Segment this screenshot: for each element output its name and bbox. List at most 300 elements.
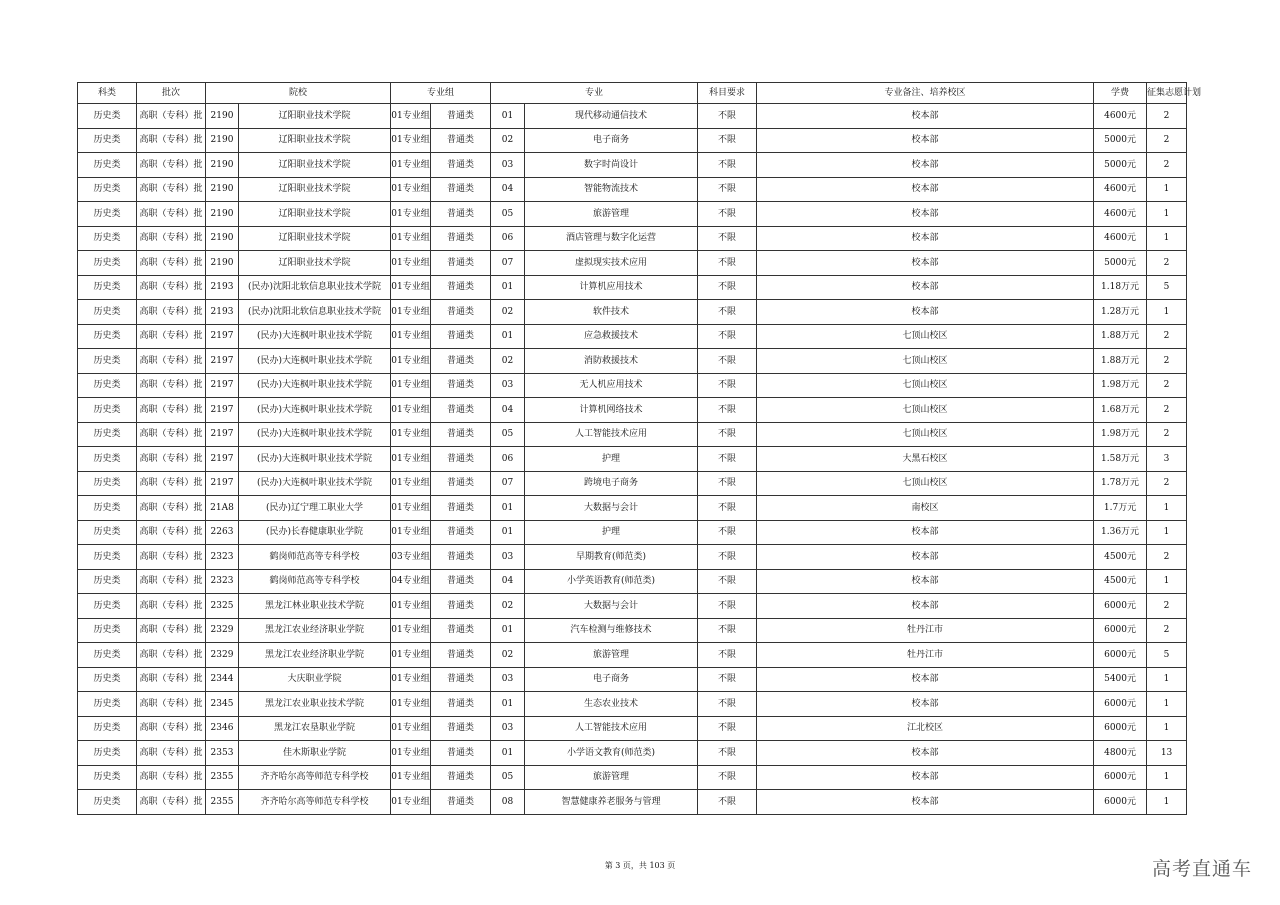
cell-category: 历史类 [78,226,137,251]
table-row [78,741,1187,766]
table-row [78,643,1187,668]
cell-school-name: 黑龙江农业经济职业学院 [239,643,391,668]
cell-remarks: 江北校区 [757,716,1094,741]
cell-school-code: 2190 [206,153,239,178]
cell-category: 历史类 [78,594,137,619]
cell-remarks: 七顶山校区 [757,324,1094,349]
cell-category: 历史类 [78,790,137,815]
cell-group-type: 普通类 [431,202,491,227]
cell-category: 历史类 [78,447,137,472]
cell-major-code: 01 [491,324,525,349]
cell-remarks: 七顶山校区 [757,471,1094,496]
cell-category: 历史类 [78,520,137,545]
table-row [78,153,1187,178]
cell-major-code: 05 [491,422,525,447]
cell-school-name: 佳木斯职业学院 [239,741,391,766]
cell-tuition: 4600元 [1094,177,1147,202]
cell-school-code: 2325 [206,594,239,619]
cell-group-code: 01专业组 [391,618,431,643]
cell-school-code: 2197 [206,422,239,447]
cell-group-code: 01专业组 [391,594,431,619]
table-row [78,667,1187,692]
cell-major-code: 01 [491,741,525,766]
page-footer: 第 3 页，共 103 页 [604,861,676,870]
cell-subject-req: 不限 [698,716,757,741]
table-row [78,496,1187,521]
cell-group-type: 普通类 [431,716,491,741]
cell-tuition: 5000元 [1094,153,1147,178]
cell-school-code: 2344 [206,667,239,692]
cell-subject-req: 不限 [698,667,757,692]
cell-group-code: 01专业组 [391,471,431,496]
cell-plan: 2 [1147,349,1187,374]
cell-plan: 1 [1147,177,1187,202]
cell-batch: 高职（专科）批 [137,422,206,447]
cell-major-name: 酒店管理与数字化运营 [525,226,698,251]
cell-category: 历史类 [78,104,137,129]
cell-category: 历史类 [78,251,137,276]
cell-tuition: 6000元 [1094,594,1147,619]
header-category: 科类 [78,83,137,104]
cell-school-code: 2190 [206,104,239,129]
cell-group-code: 01专业组 [391,765,431,790]
cell-major-name: 计算机应用技术 [525,275,698,300]
cell-major-code: 01 [491,692,525,717]
cell-tuition: 4600元 [1094,104,1147,129]
cell-category: 历史类 [78,177,137,202]
cell-plan: 2 [1147,128,1187,153]
cell-remarks: 校本部 [757,667,1094,692]
cell-group-code: 01专业组 [391,128,431,153]
cell-group-type: 普通类 [431,692,491,717]
header-plan: 征集志愿计划 [1147,83,1187,104]
cell-batch: 高职（专科）批 [137,790,206,815]
cell-school-name: (民办)大连枫叶职业技术学院 [239,398,391,423]
cell-remarks: 牡丹江市 [757,643,1094,668]
cell-category: 历史类 [78,422,137,447]
cell-subject-req: 不限 [698,422,757,447]
cell-batch: 高职（专科）批 [137,545,206,570]
cell-tuition: 1.28万元 [1094,300,1147,325]
cell-category: 历史类 [78,765,137,790]
cell-batch: 高职（专科）批 [137,520,206,545]
cell-school-code: 2329 [206,618,239,643]
cell-major-code: 01 [491,104,525,129]
cell-group-code: 01专业组 [391,667,431,692]
cell-group-code: 01专业组 [391,349,431,374]
cell-school-code: 2190 [206,177,239,202]
cell-batch: 高职（专科）批 [137,202,206,227]
cell-category: 历史类 [78,349,137,374]
table-row [78,226,1187,251]
table-row [78,765,1187,790]
table-row [78,300,1187,325]
cell-group-type: 普通类 [431,569,491,594]
cell-category: 历史类 [78,153,137,178]
cell-remarks: 校本部 [757,275,1094,300]
cell-plan: 2 [1147,373,1187,398]
cell-school-name: 辽阳职业技术学院 [239,104,391,129]
cell-school-code: 2197 [206,373,239,398]
cell-school-code: 2329 [206,643,239,668]
cell-major-code: 05 [491,765,525,790]
cell-subject-req: 不限 [698,618,757,643]
header-major: 专业 [491,83,698,104]
cell-school-name: 辽阳职业技术学院 [239,226,391,251]
cell-school-name: 大庆职业学院 [239,667,391,692]
cell-subject-req: 不限 [698,545,757,570]
table-row [78,471,1187,496]
cell-major-code: 07 [491,471,525,496]
cell-major-name: 无人机应用技术 [525,373,698,398]
cell-school-name: 黑龙江林业职业技术学院 [239,594,391,619]
cell-major-name: 数字时尚设计 [525,153,698,178]
cell-tuition: 5000元 [1094,251,1147,276]
cell-group-code: 01专业组 [391,202,431,227]
cell-major-name: 大数据与会计 [525,594,698,619]
cell-subject-req: 不限 [698,324,757,349]
cell-subject-req: 不限 [698,496,757,521]
cell-school-code: 2197 [206,349,239,374]
cell-remarks: 大黑石校区 [757,447,1094,472]
cell-subject-req: 不限 [698,692,757,717]
cell-major-code: 07 [491,251,525,276]
cell-subject-req: 不限 [698,569,757,594]
cell-major-code: 04 [491,177,525,202]
cell-school-code: 2197 [206,398,239,423]
cell-major-name: 虚拟现实技术应用 [525,251,698,276]
cell-major-code: 02 [491,128,525,153]
cell-subject-req: 不限 [698,202,757,227]
cell-major-code: 03 [491,545,525,570]
cell-batch: 高职（专科）批 [137,153,206,178]
cell-group-type: 普通类 [431,177,491,202]
cell-school-name: 黑龙江农业职业技术学院 [239,692,391,717]
cell-major-code: 05 [491,202,525,227]
cell-batch: 高职（专科）批 [137,275,206,300]
cell-school-name: (民办)大连枫叶职业技术学院 [239,422,391,447]
cell-category: 历史类 [78,569,137,594]
cell-major-name: 人工智能技术应用 [525,422,698,447]
cell-major-name: 电子商务 [525,667,698,692]
cell-tuition: 6000元 [1094,643,1147,668]
header-remarks: 专业备注、培养校区 [757,83,1094,104]
cell-plan: 2 [1147,251,1187,276]
cell-school-name: 鹤岗师范高等专科学校 [239,569,391,594]
cell-plan: 2 [1147,422,1187,447]
cell-school-code: 21A8 [206,496,239,521]
cell-group-type: 普通类 [431,618,491,643]
cell-tuition: 6000元 [1094,765,1147,790]
cell-group-code: 01专业组 [391,226,431,251]
cell-tuition: 1.88万元 [1094,349,1147,374]
cell-major-code: 02 [491,300,525,325]
cell-group-type: 普通类 [431,667,491,692]
cell-group-type: 普通类 [431,324,491,349]
cell-group-code: 04专业组 [391,569,431,594]
table-row [78,398,1187,423]
header-batch: 批次 [137,83,206,104]
cell-major-name: 汽车检测与维修技术 [525,618,698,643]
cell-remarks: 七顶山校区 [757,422,1094,447]
cell-group-code: 01专业组 [391,398,431,423]
cell-plan: 2 [1147,594,1187,619]
cell-major-name: 小学英语教育(师范类) [525,569,698,594]
cell-remarks: 校本部 [757,251,1094,276]
cell-plan: 2 [1147,545,1187,570]
cell-category: 历史类 [78,716,137,741]
cell-batch: 高职（专科）批 [137,128,206,153]
cell-category: 历史类 [78,741,137,766]
cell-group-type: 普通类 [431,251,491,276]
cell-subject-req: 不限 [698,643,757,668]
cell-category: 历史类 [78,398,137,423]
cell-batch: 高职（专科）批 [137,496,206,521]
cell-group-code: 01专业组 [391,177,431,202]
cell-major-code: 06 [491,447,525,472]
cell-plan: 2 [1147,398,1187,423]
cell-major-name: 旅游管理 [525,643,698,668]
table-row [78,275,1187,300]
cell-group-type: 普通类 [431,373,491,398]
cell-remarks: 校本部 [757,202,1094,227]
table-row [78,373,1187,398]
cell-batch: 高职（专科）批 [137,177,206,202]
cell-major-name: 软件技术 [525,300,698,325]
cell-school-name: (民办)大连枫叶职业技术学院 [239,471,391,496]
table-row [78,520,1187,545]
cell-subject-req: 不限 [698,226,757,251]
cell-school-code: 2190 [206,251,239,276]
cell-major-name: 早期教育(师范类) [525,545,698,570]
cell-remarks: 校本部 [757,545,1094,570]
cell-school-name: 黑龙江农业经济职业学院 [239,618,391,643]
cell-group-code: 01专业组 [391,422,431,447]
cell-school-code: 2197 [206,447,239,472]
cell-major-code: 01 [491,618,525,643]
cell-school-name: (民办)大连枫叶职业技术学院 [239,447,391,472]
cell-remarks: 校本部 [757,153,1094,178]
cell-school-name: 辽阳职业技术学院 [239,251,391,276]
cell-batch: 高职（专科）批 [137,667,206,692]
cell-school-code: 2197 [206,324,239,349]
cell-group-type: 普通类 [431,422,491,447]
cell-batch: 高职（专科）批 [137,226,206,251]
cell-school-name: 辽阳职业技术学院 [239,202,391,227]
cell-plan: 1 [1147,716,1187,741]
cell-remarks: 校本部 [757,569,1094,594]
cell-tuition: 4500元 [1094,569,1147,594]
cell-group-type: 普通类 [431,790,491,815]
cell-group-type: 普通类 [431,104,491,129]
table-row [78,545,1187,570]
cell-group-type: 普通类 [431,765,491,790]
cell-group-type: 普通类 [431,471,491,496]
cell-remarks: 校本部 [757,104,1094,129]
cell-major-name: 护理 [525,520,698,545]
cell-plan: 2 [1147,153,1187,178]
cell-major-code: 04 [491,569,525,594]
cell-group-code: 01专业组 [391,300,431,325]
cell-school-code: 2323 [206,545,239,570]
cell-group-type: 普通类 [431,398,491,423]
cell-remarks: 校本部 [757,741,1094,766]
cell-major-name: 人工智能技术应用 [525,716,698,741]
cell-subject-req: 不限 [698,104,757,129]
cell-group-code: 01专业组 [391,104,431,129]
cell-plan: 5 [1147,643,1187,668]
cell-major-code: 03 [491,667,525,692]
cell-tuition: 1.18万元 [1094,275,1147,300]
table-row [78,447,1187,472]
cell-group-code: 01专业组 [391,275,431,300]
cell-plan: 2 [1147,104,1187,129]
cell-school-name: 齐齐哈尔高等师范专科学校 [239,790,391,815]
cell-school-name: 鹤岗师范高等专科学校 [239,545,391,570]
cell-category: 历史类 [78,667,137,692]
cell-remarks: 校本部 [757,226,1094,251]
cell-school-code: 2263 [206,520,239,545]
cell-remarks: 七顶山校区 [757,349,1094,374]
table-row [78,349,1187,374]
cell-major-code: 04 [491,398,525,423]
cell-subject-req: 不限 [698,471,757,496]
cell-school-name: (民办)沈阳北软信息职业技术学院 [239,300,391,325]
cell-tuition: 1.7万元 [1094,496,1147,521]
cell-tuition: 5400元 [1094,667,1147,692]
cell-major-name: 跨境电子商务 [525,471,698,496]
cell-subject-req: 不限 [698,275,757,300]
cell-group-type: 普通类 [431,153,491,178]
cell-remarks: 校本部 [757,692,1094,717]
cell-group-type: 普通类 [431,545,491,570]
cell-group-code: 01专业组 [391,324,431,349]
cell-category: 历史类 [78,692,137,717]
cell-plan: 1 [1147,520,1187,545]
cell-tuition: 1.78万元 [1094,471,1147,496]
cell-school-code: 2355 [206,790,239,815]
cell-category: 历史类 [78,373,137,398]
cell-batch: 高职（专科）批 [137,471,206,496]
table-row [78,618,1187,643]
cell-remarks: 七顶山校区 [757,398,1094,423]
cell-category: 历史类 [78,496,137,521]
table-row [78,104,1187,129]
cell-group-code: 03专业组 [391,545,431,570]
cell-group-type: 普通类 [431,741,491,766]
cell-major-name: 生态农业技术 [525,692,698,717]
cell-tuition: 4500元 [1094,545,1147,570]
cell-group-type: 普通类 [431,447,491,472]
table-row [78,422,1187,447]
cell-plan: 5 [1147,275,1187,300]
cell-category: 历史类 [78,471,137,496]
cell-batch: 高职（专科）批 [137,569,206,594]
cell-school-code: 2355 [206,765,239,790]
cell-group-code: 01专业组 [391,741,431,766]
cell-tuition: 6000元 [1094,692,1147,717]
cell-plan: 2 [1147,324,1187,349]
cell-group-type: 普通类 [431,349,491,374]
header-school: 院校 [206,83,391,104]
cell-school-name: 辽阳职业技术学院 [239,177,391,202]
cell-remarks: 校本部 [757,520,1094,545]
cell-category: 历史类 [78,128,137,153]
table-row [78,202,1187,227]
cell-plan: 1 [1147,692,1187,717]
cell-remarks: 校本部 [757,177,1094,202]
cell-school-name: (民办)沈阳北软信息职业技术学院 [239,275,391,300]
cell-major-code: 08 [491,790,525,815]
cell-group-type: 普通类 [431,496,491,521]
cell-group-code: 01专业组 [391,447,431,472]
cell-school-code: 2193 [206,275,239,300]
cell-major-name: 消防救援技术 [525,349,698,374]
table-row [78,790,1187,815]
cell-plan: 1 [1147,790,1187,815]
cell-tuition: 4600元 [1094,226,1147,251]
table-row [78,177,1187,202]
cell-category: 历史类 [78,324,137,349]
cell-remarks: 校本部 [757,765,1094,790]
table-row [78,324,1187,349]
cell-school-code: 2323 [206,569,239,594]
header-tuition: 学费 [1094,83,1147,104]
cell-subject-req: 不限 [698,398,757,423]
cell-batch: 高职（专科）批 [137,692,206,717]
cell-remarks: 校本部 [757,790,1094,815]
table-row [78,594,1187,619]
cell-subject-req: 不限 [698,373,757,398]
cell-tuition: 1.98万元 [1094,422,1147,447]
cell-major-code: 03 [491,373,525,398]
table-body [78,104,1187,815]
cell-plan: 1 [1147,569,1187,594]
cell-major-code: 03 [491,153,525,178]
cell-plan: 1 [1147,202,1187,227]
cell-group-code: 01专业组 [391,496,431,521]
header-group: 专业组 [391,83,491,104]
admissions-table [77,82,1202,815]
cell-school-name: 辽阳职业技术学院 [239,128,391,153]
cell-school-code: 2190 [206,226,239,251]
cell-category: 历史类 [78,202,137,227]
cell-group-code: 01专业组 [391,692,431,717]
cell-category: 历史类 [78,643,137,668]
cell-group-code: 01专业组 [391,251,431,276]
cell-major-name: 现代移动通信技术 [525,104,698,129]
cell-subject-req: 不限 [698,349,757,374]
cell-plan: 1 [1147,667,1187,692]
cell-tuition: 6000元 [1094,618,1147,643]
cell-group-code: 01专业组 [391,520,431,545]
cell-group-type: 普通类 [431,300,491,325]
cell-plan: 1 [1147,226,1187,251]
cell-subject-req: 不限 [698,520,757,545]
cell-major-name: 计算机网络技术 [525,398,698,423]
cell-tuition: 1.88万元 [1094,324,1147,349]
cell-major-code: 06 [491,226,525,251]
cell-subject-req: 不限 [698,177,757,202]
cell-group-code: 01专业组 [391,790,431,815]
cell-school-code: 2353 [206,741,239,766]
cell-batch: 高职（专科）批 [137,741,206,766]
cell-school-name: (民办)长春健康职业学院 [239,520,391,545]
cell-subject-req: 不限 [698,251,757,276]
cell-plan: 3 [1147,447,1187,472]
cell-school-name: 齐齐哈尔高等师范专科学校 [239,765,391,790]
cell-school-name: (民办)大连枫叶职业技术学院 [239,349,391,374]
